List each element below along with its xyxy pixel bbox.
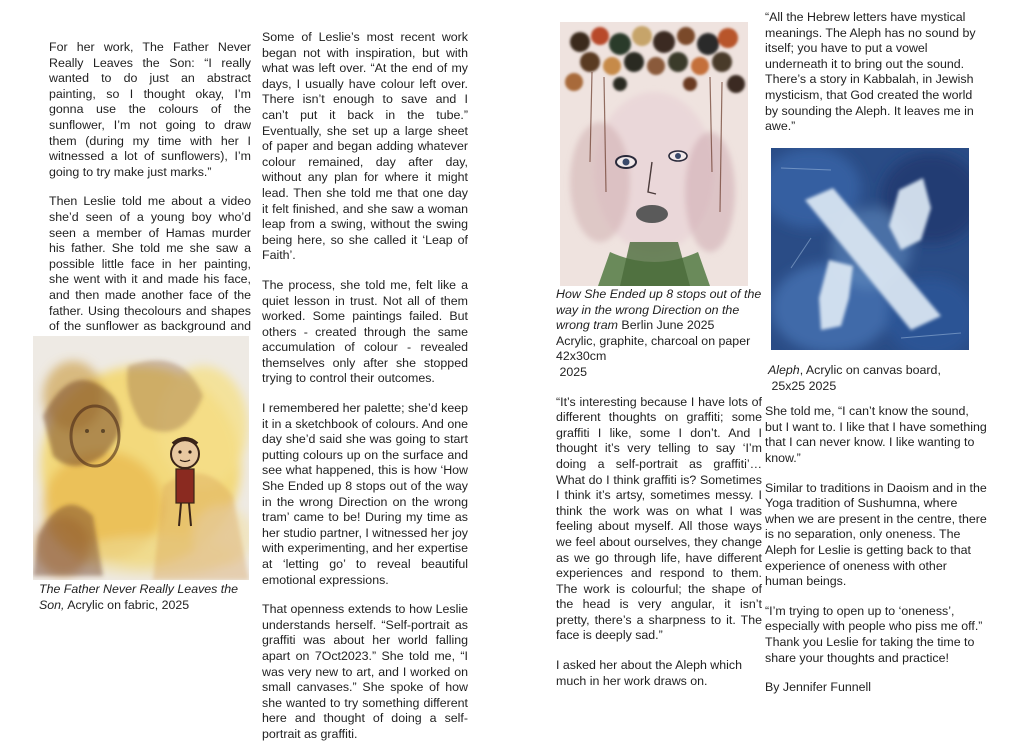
paragraph: I remembered her palette; she’d keep it in a sketchbook of colours. And one day she’d said she was going to start putting colours up on the surface and see what happened, this is how ‘How She Ended up 8 stops out of the way in the wrong Direction on the wrong tram’ came to be! During my time as her studio partner, I witnessed her joy with experimenting, and her expertise at ‘letting go’ to reveal beautiful emotional expressions. [262, 401, 468, 587]
column-2 [262, 30, 468, 743]
paragraph: “All the Hebrew letters have mystical meanings. The Aleph has no sound by itself; you have to put a vowel underneath it to bring out the sound. There’s a story in Kabbalah, in Jewish mysticism, that God created the world by sounding the Aleph. It leaves me in awe.” [765, 10, 976, 134]
paragraph: She told me, “I can’t know the sound, but I want to. I like that I have something that I can never know. I like wanting to know.” [765, 404, 987, 465]
caption-details: , Acrylic on canvas board, [799, 363, 941, 377]
self-portrait-face-icon [560, 22, 748, 286]
paragraph: Similar to traditions in Daoism and in the Yoga tradition of Sushumna, where when we are present in the centre, there is no separation, only oneness. The Aleph for Leslie is getting back to that experience of oneness with other human beings. [765, 480, 987, 589]
column-3 [556, 287, 762, 703]
author-byline: By Jennifer Funnell [765, 680, 872, 695]
paragraph: Then Leslie told me about a video she’d seen of a young boy who’d seen a member of Hamas murder his father. She told me she saw a possible little face in her painting, she went with it and made his face, and then made another face of the father. Using thecolours and shapes of the sunflower as background and [49, 194, 251, 334]
caption-title: How She Ended up 8 stops out of the way in the wrong Direction on the wrong tram [556, 287, 762, 333]
abstract-painting-icon [33, 336, 249, 580]
graffiti-self-portrait-painting [560, 22, 748, 286]
caption-title: Aleph [768, 363, 800, 377]
column-4-bottom [765, 363, 987, 710]
caption-year: 2025 [556, 364, 588, 379]
column-4-top [765, 10, 987, 149]
column-1 [49, 40, 251, 364]
caption-medium: Acrylic, graphite, charcoal on paper 42x30cm [556, 333, 751, 364]
aleph-caption [768, 363, 987, 394]
father-painting-caption [39, 582, 251, 613]
hebrew-aleph-icon [771, 148, 969, 350]
paragraph: For her work, The Father Never Really Leaves the Son: “I really wanted to do just an abstract painting, so I thought okay, I’m gonna use the colours of the sunflower, I’m not going to draw them (during my time with her I witnessed a lot of sunflowers), I’m going to try make just marks.” [49, 40, 251, 179]
aleph-painting [771, 148, 969, 350]
paragraph: I asked her about the Aleph which much in her work draws on. [556, 658, 742, 688]
paragraph: The process, she told me, felt like a quiet lesson in trust. Not all of them worked. Some paintings failed. But others - created through the same accumulation of colour - revealed themselves only after she stopped trying to control their outcomes. [262, 277, 468, 386]
graffiti-portrait-caption [556, 287, 762, 381]
caption-details: Acrylic on fabric, 2025 [64, 597, 190, 612]
caption-size: 25x25 2025 [768, 378, 837, 393]
paragraph: “It’s interesting because I have lots of different thoughts on graffiti; some graffiti I like, some I don’t. And I thought it’s very telling to say ‘I’m doing a self-portrait as graffiti’… What do I think graffiti is? Sometimes I think it’s artsy, sometimes messy. I think the work was on what I was feeling about myself. All those ways we feel about ourselves, they change as we go through life, have different experiences and respond to them. The work is colourful; the shape of the head is very angular, it isn’t pretty, there’s a sharpness to it. The face is deeply sad.” [556, 394, 762, 643]
caption-title: The Father Never Really Leaves the Son, [39, 582, 239, 612]
paragraph: “I’m trying to open up to ‘oneness’, especially with people who piss me off.” Thank you Leslie for taking the time to share your thoughts and practice! [765, 603, 983, 665]
caption-place: Berlin June 2025 [617, 318, 715, 333]
paragraph: Some of Leslie’s most recent work began not with inspiration, but with what was left over. “At the end of my days, I usually have colour left over. There isn’t enough to save and I can’t put it back in the tube.” Eventually, she set up a large sheet of paper and began adding whatever colour remained, day after day, without any plan for where it might lead. Then she told me that one day it felt finished, and she saw a woman leap from a swing, without the swing being here, so she called it ‘Leap of Faith’. [262, 30, 468, 263]
paragraph: That openness extends to how Leslie understands herself. “Self-portrait as graffiti was about her world falling apart on 7Oct2023.” She told me, “I was very new to art, and I worked on small canvases.” She spoke of how she wanted to try something different here and thought of doing a self-portrait as graffiti. [262, 602, 468, 741]
father-never-leaves-son-painting [33, 336, 249, 580]
